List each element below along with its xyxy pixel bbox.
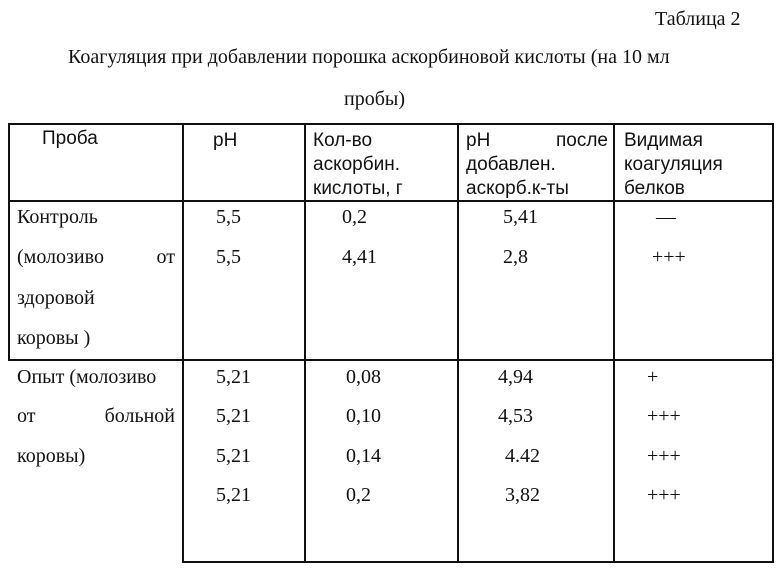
header-coagulation-line3: белков [624, 178, 685, 199]
experiment-row4-coagulation: +++ [647, 484, 681, 506]
column-divider-1 [182, 123, 184, 563]
control-label-word2: от [156, 246, 175, 268]
group-separator [8, 359, 774, 361]
experiment-label-word2: больной [104, 405, 175, 427]
header-coagulation-line2: коагуляция [624, 154, 723, 175]
experiment-row4-ph: 5,21 [216, 484, 251, 506]
header-coagulation-line1: Видимая [624, 130, 703, 151]
header-ph: pH [213, 130, 238, 151]
table-border-bottom [182, 561, 774, 563]
experiment-row2-ph-after: 4,53 [498, 405, 533, 427]
experiment-label-word1: от [17, 405, 36, 427]
experiment-label-line2 [17, 405, 175, 427]
header-separator [8, 200, 774, 202]
experiment-label-line3: коровы) [17, 445, 86, 467]
control-row1-ph-after: 5,41 [503, 206, 538, 228]
control-row1-ph: 5,5 [216, 206, 241, 228]
table-border-left [8, 123, 10, 361]
control-label-line4: коровы ) [17, 327, 91, 349]
header-ph-after-word-ph: pH [466, 130, 491, 151]
experiment-row2-amount: 0,10 [346, 405, 381, 427]
experiment-row1-amount: 0,08 [346, 366, 381, 388]
experiment-row3-ph-after: 4.42 [505, 445, 540, 467]
header-ph-after-line2: добавлен. [466, 154, 556, 175]
experiment-row1-coagulation: + [647, 366, 659, 388]
control-row1-amount: 0,2 [342, 206, 367, 228]
table-border-top [8, 123, 774, 125]
table-border-right [772, 123, 774, 563]
header-ph-after-line3: аскорб.к-ты [466, 178, 569, 199]
header-amount-line3: кислоты, г [313, 178, 403, 199]
column-divider-3 [457, 123, 459, 563]
control-row2-amount: 4,41 [342, 246, 377, 268]
table-title-continuation: пробы) [344, 88, 405, 110]
table-title: Коагуляция при добавлении порошка аскорбиновой кислоты (на 10 мл [68, 46, 670, 68]
control-row2-ph: 5,5 [216, 246, 241, 268]
control-row2-ph-after: 2,8 [503, 246, 528, 268]
control-label-line3: здоровой [17, 287, 95, 309]
header-ph-after-line1 [466, 130, 608, 152]
experiment-row3-amount: 0,14 [346, 445, 381, 467]
header-amount-line2: аскорбин. [313, 154, 400, 175]
control-row1-coagulation: — [656, 206, 676, 228]
experiment-label-line1: Опыт (молозиво [17, 366, 157, 388]
experiment-row4-ph-after: 3,82 [505, 484, 540, 506]
control-label-word1: (молозиво [17, 246, 104, 268]
header-sample: Проба [42, 128, 98, 149]
experiment-row2-coagulation: +++ [647, 405, 681, 427]
column-divider-4 [613, 123, 615, 563]
experiment-row1-ph-after: 4,94 [498, 366, 533, 388]
experiment-row2-ph: 5,21 [216, 405, 251, 427]
control-label-line1: Контроль [17, 206, 98, 228]
header-ph-after-word-after: после [555, 130, 608, 151]
experiment-row1-ph: 5,21 [216, 366, 251, 388]
experiment-row4-amount: 0,2 [346, 484, 371, 506]
table-label: Таблица 2 [655, 8, 741, 30]
experiment-row3-ph: 5,21 [216, 445, 251, 467]
experiment-row3-coagulation: +++ [647, 445, 681, 467]
control-row2-coagulation: +++ [652, 246, 686, 268]
column-divider-2 [304, 123, 306, 563]
control-label-line2 [17, 246, 175, 268]
header-amount-line1: Кол-во [313, 130, 373, 151]
